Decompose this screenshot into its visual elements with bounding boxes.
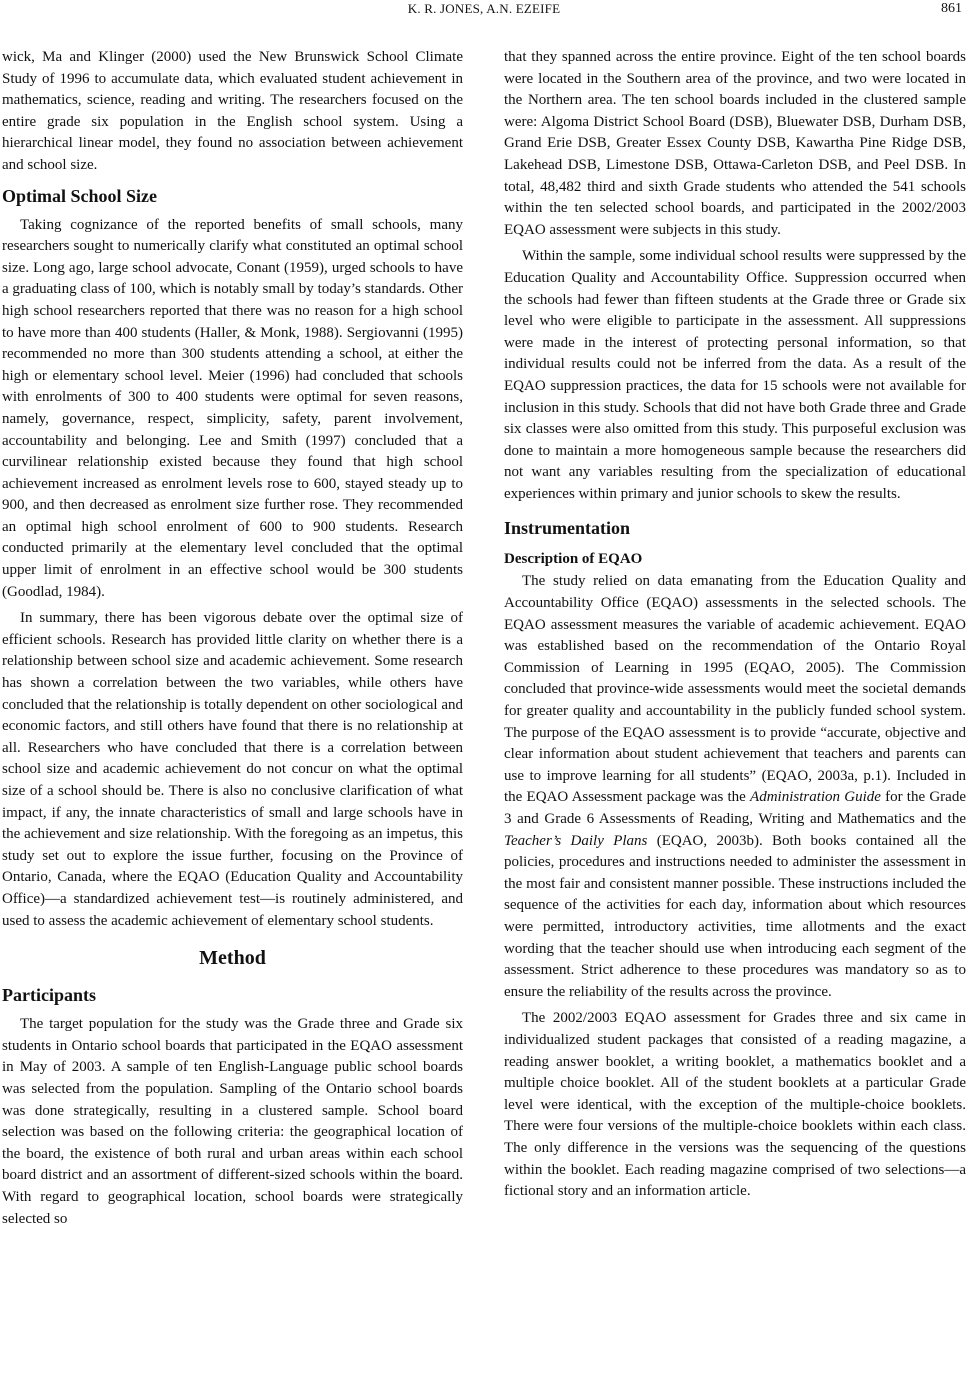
page-number: 861 (941, 1, 962, 16)
teachers-plans-title: Teacher’s Daily Plans (504, 832, 648, 849)
paragraph-eqao-description (504, 571, 966, 1003)
eqao-text-c: (EQAO, 2003b). Both books contained all the policies, procedures and instructions needed to administer the assessment in the most fair and consistent manner possible. These instructions included the sequence of the activities for each day, information about which resources were permitted, introductory activities, time allotments and the exact wording that the teacher should use when introducing each segment of the assessment. Strict adherence to these procedures was mandatory so as to ensure the reliability of the results across the province. (504, 832, 966, 1000)
paragraph-suppression: Within the sample, some individual school results were suppressed by the Education Quality and Accountability Office. Suppression occurred when the schools had fewer than fifteen students at the Grade three or Grade six level who were eligible to participate in the assessment. All suppressions were made in the interest of protecting personal information, so that individual results could not be inferred from the data. As a result of the EQAO suppression practices, the data for 15 schools were not available for inclusion in this study. Schools that did not have both Grade three and Grade six classes were also omitted from this study. This purposeful exclusion was done to maintain a more homogeneous sample because the researchers did not want any variables resulting from the specialization of educational experiences within primary and junior schools to skew the results. (504, 248, 966, 502)
admin-guide-title: Administration Guide (750, 789, 881, 806)
heading-description-of-eqao: Description of EQAO (504, 551, 643, 568)
running-head: K. R. JONES, A.N. EZEIFE (407, 1, 561, 16)
heading-instrumentation: Instrumentation (504, 518, 631, 539)
paragraph-school-boards: that they spanned across the entire province. Eight of the ten school boards were located in the Southern area of the province, and two were located in the Northern area. The ten school boards included in the clustered sample were: Algoma District School Board (DSB), Bluewater DSB, Durham DSB, Grand Erie DSB, Greater Essex County DSB, Kawartha Pine Ridge DSB, Lakehead DSB, Limestone DSB, Ottawa-Carleton DSB, and Peel DSB. In total, 48,482 third and sixth Grade students who attended the 541 schools within the ten selected school boards, and participated in the 2002/2003 EQAO assessment were subjects in this study. (504, 49, 966, 238)
page-header (0, 0, 968, 36)
paragraph-summary: In summary, there has been vigorous debate over the optimal size of efficient schools. Research has provided little clarity on whether there is a relationship between school size and academic achievement. Some research has shown a correlation between the two variables, while others have concluded that the relationship is totally dependent on other sociological and economic factors, and still others have found that there is no relationship at all. Researchers who have concluded that there is a correlation between school size and academic achievement do not concur on what the optimal size of a school should be. There is also no conclusive clarification of what impact, if any, the innate characteristics of small and large schools have in the achievement and size relationship. With the foregoing as an impetus, this study set out to explore the issue further, focusing on the Province of Ontario, Canada, where the EQAO (Education Quality and Accountability Office)—a standardized achievement test—is routinely administered, and used to assess the academic achievement of elementary school students. (2, 610, 463, 929)
heading-participants: Participants (2, 985, 96, 1006)
left-column (2, 47, 463, 1235)
paragraph-participants: The target population for the study was the Grade three and Grade six students in Ontario school boards that participated in the EQAO assessment in May of 2003. A sample of ten English-Language public school boards was selected from the population. Sampling of the Ontario school boards was done strategically, resulting in a clustered sample. School board selection was based on the following criteria: the geographical location of the board, the existence of both rural and urban areas within each school board district and an assortment of different-sized schools within the board. With regard to geographical location, school boards were strategically selected so (2, 1016, 463, 1227)
heading-method: Method (199, 947, 266, 970)
paragraph-assessment-packages: The 2002/2003 EQAO assessment for Grades three and six came in individualized student packages that consisted of a reading magazine, a reading answer booklet, a writing booklet, a mathematics booklet and a multiple choice booklet. All of the student booklets at a particular Grade level were identical, with the exception of the multiple-choice booklets. There were four versions of the multiple-choice booklets within each class. The only difference in the versions was the sequencing of the questions within the booklet. Each reading magazine comprised of two selections—a fictional story and an information article. (504, 1010, 966, 1200)
eqao-text-a: The study relied on data emanating from the Education Quality and Accountability Office (EQAO) assessments in the selected schools. The EQAO assessment measures the variable of academic achievement. EQAO was established based on the recommendation of the Ontario Royal Commission of Learning in 1995 (EQAO, 2005). The Commission concluded that province-wide assessments would meet the societal demands for greater quality and accountability in the publicly funded school system. The purpose of the EQAO assessment is to provide “accurate, objective and clear information about student achievement that teachers and parents can use to improve learning for all students” (EQAO, 2003a, p.1). Included in the EQAO Assessment package was the (504, 573, 966, 806)
heading-optimal-school-size: Optimal School Size (2, 185, 158, 206)
right-column (504, 47, 966, 1208)
paragraph-optimal-size: Taking cognizance of the reported benefits of small schools, many researchers sought to numerically clarify what constituted an optimal school size. Long ago, large school advocate, Conant (1959), urged schools to have a graduating class of 100, which is notably small by today’s standards. Other high school researchers reported that there was no reason for a high school to have more than 400 students (Haller, & Monk, 1988). Sergiovanni (1995) recommended no more than 300 students attending a school, at either the high or elementary school level. Meier (1996) had concluded that schools with enrolments of 300 to 400 students were optimal for seven reasons, namely, governance, respect, simplicity, safety, parent involvement, accountability and belonging. Lee and Smith (1997) concluded that a curvilinear relationship existed because they found that high school achievement increased as enrolment levels rose to 600, stayed steady up to 900, and then decreased as enrolment size further rose. They recommended an optimal high school enrolment of 600 to 900 students. Research conducted primarily at the elementary level concluded that the optimal upper limit of enrolment in an effective school would be 300 students (Goodlad, 1984). (2, 216, 463, 600)
paragraph-school-climate-study: wick, Ma and Klinger (2000) used the New Brunswick School Climate Study of 1996 to accumulate data, which evaluated student achievement in mathematics, science, reading and writing. The researchers focused on the entire grade six population in the English school system. Using a hierarchical linear model, they found no association between achievement and school size. (2, 49, 463, 173)
eqao-text-b: for the Grade 3 and Grade 6 Assessments of Reading, Writing and Mathematics and the (504, 789, 966, 827)
